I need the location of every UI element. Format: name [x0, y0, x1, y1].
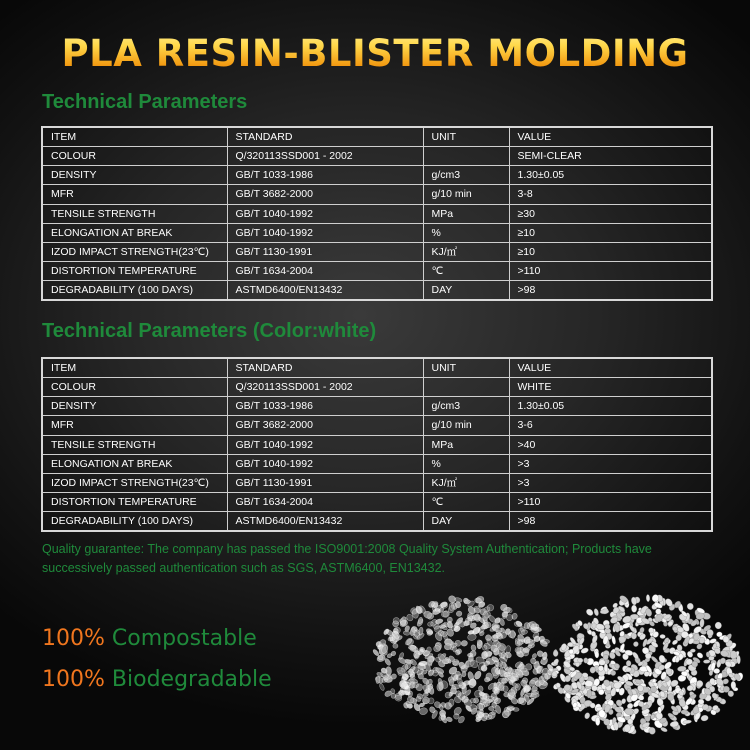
header-cell: STANDARD [227, 358, 423, 378]
table-cell: TENSILE STRENGTH [42, 435, 227, 454]
technical-parameters-white-table [41, 357, 713, 532]
pellet [393, 617, 400, 624]
table-cell: DENSITY [42, 397, 227, 416]
page-title: PLA RESIN-BLISTER MOLDING [0, 26, 750, 82]
pellet [392, 643, 398, 649]
table-cell: ≥10 [509, 242, 712, 261]
table-cell: >40 [509, 435, 712, 454]
pellet [595, 717, 600, 726]
table-cell: g/10 min [423, 416, 509, 435]
section-heading-technical-parameters: Technical Parameters [42, 91, 248, 113]
pellet [484, 677, 490, 682]
pellet [715, 622, 722, 629]
table-cell: GB/T 1040-1992 [227, 435, 423, 454]
table-cell: WHITE [509, 378, 712, 397]
table-cell: % [423, 454, 509, 473]
pellet [681, 710, 688, 715]
table-cell: IZOD IMPACT STRENGTH(23℃) [42, 473, 227, 492]
clear-pla-pellets-image [370, 580, 555, 728]
table-cell: ℃ [423, 262, 509, 281]
pellet [553, 650, 558, 657]
pellet [507, 706, 515, 711]
table-cell: MFR [42, 185, 227, 204]
pellet [405, 686, 411, 695]
header-cell: VALUE [509, 127, 712, 147]
table-cell: ≥10 [509, 223, 712, 242]
table-cell: MPa [423, 204, 509, 223]
table-cell: IZOD IMPACT STRENGTH(23℃) [42, 242, 227, 261]
table-cell: GB/T 1033-1986 [227, 397, 423, 416]
pellet [631, 605, 637, 613]
table-row [42, 397, 712, 416]
pellet [521, 668, 527, 672]
claim-percent: 100% [42, 667, 105, 692]
claim-word: Biodegradable [111, 667, 272, 692]
pellet [456, 610, 463, 617]
pellet [632, 641, 639, 648]
table-cell: % [423, 223, 509, 242]
table-header-row [42, 358, 712, 378]
pellet [468, 678, 476, 688]
pellet [440, 631, 447, 637]
table-row [42, 435, 712, 454]
table-cell: MFR [42, 416, 227, 435]
table-row [42, 473, 712, 492]
pellet [731, 681, 737, 690]
technical-parameters-table [41, 126, 713, 301]
pellet [593, 608, 599, 616]
pellet [583, 657, 588, 663]
pellet [672, 626, 677, 631]
pellet [455, 650, 460, 655]
pellet [461, 640, 468, 646]
pellet [485, 635, 491, 641]
table-cell: DAY [423, 281, 509, 301]
header-cell: UNIT [423, 358, 509, 378]
pellet [700, 714, 709, 721]
table-cell: ℃ [423, 493, 509, 512]
table-cell: >110 [509, 262, 712, 281]
pellet [500, 667, 504, 676]
table-row [42, 166, 712, 185]
pellet [631, 632, 637, 639]
quality-guarantee-text: Quality guarantee: The company has passed the ISO9001:2008 Quality System Authentication; Products have successively passed authentication such as SGS, ASTM6400, EN13432. [42, 542, 652, 575]
table-cell: DEGRADABILITY (100 DAYS) [42, 281, 227, 301]
table-cell: g/cm3 [423, 397, 509, 416]
table-cell [423, 378, 509, 397]
table-cell: >3 [509, 454, 712, 473]
table-cell: ELONGATION AT BREAK [42, 223, 227, 242]
table-cell: TENSILE STRENGTH [42, 204, 227, 223]
table-cell: DENSITY [42, 166, 227, 185]
table-cell: 3-8 [509, 185, 712, 204]
table-cell: DISTORTION TEMPERATURE [42, 493, 227, 512]
pellet [599, 660, 606, 666]
table-cell: DISTORTION TEMPERATURE [42, 262, 227, 281]
table-row [42, 493, 712, 512]
white-pla-pellets-image [548, 578, 744, 738]
pellet [584, 680, 593, 687]
pellet [590, 667, 596, 674]
pellet [505, 645, 510, 653]
table-row [42, 242, 712, 261]
table-cell: COLOUR [42, 147, 227, 166]
table-cell: GB/T 1040-1992 [227, 204, 423, 223]
table-cell: GB/T 1634-2004 [227, 493, 423, 512]
pellet [467, 633, 477, 641]
pellet [660, 634, 666, 638]
table-row [42, 185, 712, 204]
pellet [467, 614, 473, 621]
pellet [435, 618, 444, 624]
table-cell: ASTMD6400/EN13432 [227, 512, 423, 532]
claim-word: Compostable [111, 626, 257, 651]
table-cell: GB/T 1634-2004 [227, 262, 423, 281]
table-cell: KJ/㎡ [423, 473, 509, 492]
table-header-row [42, 127, 712, 147]
pellet [477, 703, 485, 710]
header-cell: STANDARD [227, 127, 423, 147]
pellet [658, 707, 662, 714]
table-cell: ASTMD6400/EN13432 [227, 281, 423, 301]
pellet [646, 594, 650, 601]
table-row [42, 223, 712, 242]
table-row [42, 378, 712, 397]
table-cell: SEMI-CLEAR [509, 147, 712, 166]
table-cell: ELONGATION AT BREAK [42, 454, 227, 473]
pellet [531, 690, 539, 694]
claim-percent: 100% [42, 626, 105, 651]
table-row [42, 262, 712, 281]
pellet [470, 644, 476, 651]
table-cell: >3 [509, 473, 712, 492]
table-cell: 1.30±0.05 [509, 166, 712, 185]
table-cell: 1.30±0.05 [509, 397, 712, 416]
table-cell: GB/T 3682-2000 [227, 185, 423, 204]
pellet [686, 602, 695, 611]
table-cell: GB/T 1040-1992 [227, 454, 423, 473]
section-heading-technical-parameters-white: Technical Parameters (Color:white) [42, 320, 377, 342]
pellet [709, 678, 715, 685]
pellet [488, 706, 494, 710]
pellet [442, 658, 449, 664]
pellet [716, 632, 722, 637]
table-cell: GB/T 1040-1992 [227, 223, 423, 242]
table-cell: g/10 min [423, 185, 509, 204]
pellet [524, 622, 530, 629]
pellet [577, 658, 583, 663]
pellet [379, 683, 386, 691]
table-cell: DAY [423, 512, 509, 532]
table-cell: GB/T 3682-2000 [227, 416, 423, 435]
claim-compostable [42, 626, 257, 651]
table-row [42, 416, 712, 435]
table-cell: 3-6 [509, 416, 712, 435]
table-row [42, 147, 712, 166]
table-cell: KJ/㎡ [423, 242, 509, 261]
table-cell: Q/320113SSD001 - 2002 [227, 147, 423, 166]
pellet [730, 650, 737, 659]
pellet [453, 713, 459, 719]
table-cell: >110 [509, 493, 712, 512]
table-cell: >98 [509, 281, 712, 301]
table-row [42, 281, 712, 301]
pellet [416, 683, 423, 691]
pellet [499, 618, 506, 627]
table-cell: MPa [423, 435, 509, 454]
table-cell: >98 [509, 512, 712, 532]
header-cell: VALUE [509, 358, 712, 378]
table-cell: GB/T 1033-1986 [227, 166, 423, 185]
table-row [42, 454, 712, 473]
pellet [594, 651, 599, 659]
header-cell: ITEM [42, 358, 227, 378]
pellet [709, 670, 713, 676]
table-cell: GB/T 1130-1991 [227, 473, 423, 492]
table-cell [423, 147, 509, 166]
pellet [703, 659, 710, 663]
table-cell: GB/T 1130-1991 [227, 242, 423, 261]
pellet [423, 693, 429, 697]
pellet [585, 608, 594, 617]
table-cell: COLOUR [42, 378, 227, 397]
table-row [42, 204, 712, 223]
claim-biodegradable [42, 667, 272, 692]
table-cell: Q/320113SSD001 - 2002 [227, 378, 423, 397]
table-row [42, 512, 712, 532]
pellet [449, 603, 454, 611]
pellet [438, 682, 443, 691]
header-cell: UNIT [423, 127, 509, 147]
pellet [737, 655, 741, 664]
pellet [372, 649, 380, 657]
table-cell: ≥30 [509, 204, 712, 223]
table-cell: DEGRADABILITY (100 DAYS) [42, 512, 227, 532]
pellet [474, 614, 480, 622]
table-cell: g/cm3 [423, 166, 509, 185]
pellet [584, 712, 591, 720]
header-cell: ITEM [42, 127, 227, 147]
